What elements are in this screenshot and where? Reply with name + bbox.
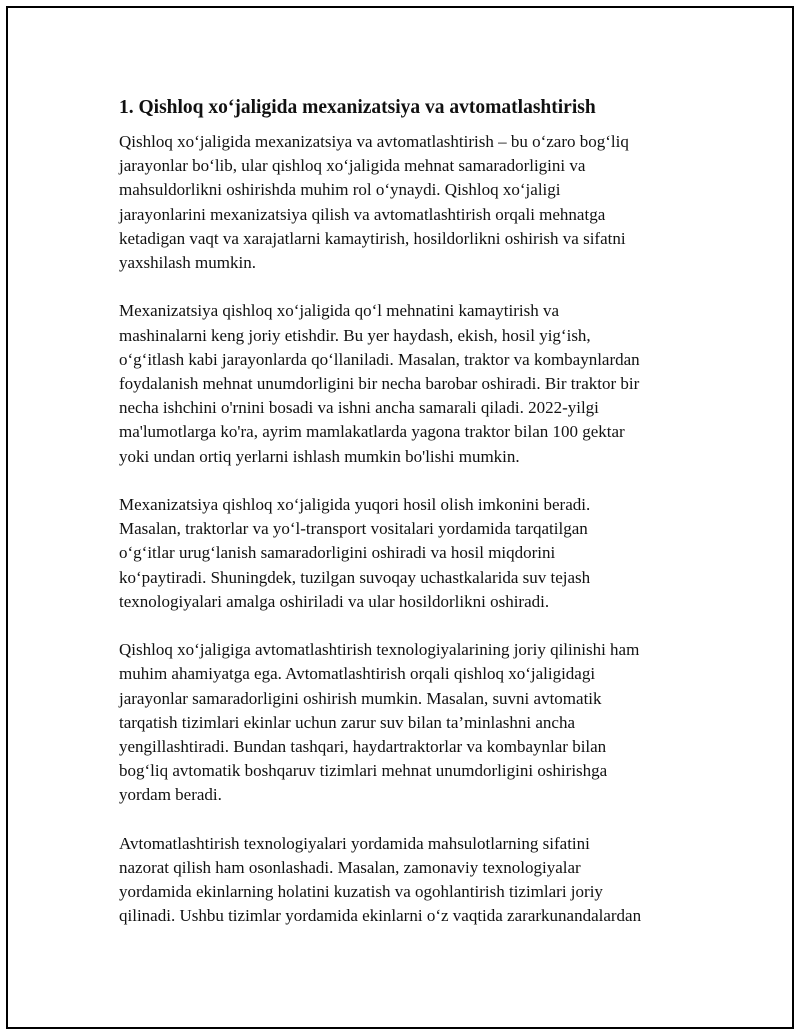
paragraph-container [119, 130, 699, 929]
paragraph-line: o‘g‘itlash kabi jarayonlarda qo‘llaniladi. Masalan, traktor va kombaynlardan [119, 349, 640, 369]
paragraph-line: ko‘paytiradi. Shuningdek, tuzilgan suvoqay uchastkalarida suv tejash [119, 567, 591, 587]
paragraph-line: ketadigan vaqt va xarajatlarni kamaytirish, hosildorlikni oshirish va sifatni [119, 228, 626, 248]
paragraph-line: mahsuldorlikni oshirishda muhim rol o‘ynaydi. Qishloq xo‘jaligi [119, 180, 561, 200]
paragraph-line: yordamida ekinlarning holatini kuzatish va ogohlantirish tizimlari joriy [119, 882, 603, 902]
body-paragraph [119, 493, 699, 614]
document-body [119, 96, 699, 953]
paragraph-line: Qishloq xo‘jaligiga avtomatlashtirish texnologiyalarining joriy qilinishi ham [119, 640, 640, 660]
paragraph-line: Avtomatlashtirish texnologiyalari yordamida mahsulotlarning sifatini [119, 833, 590, 853]
paragraph-line: yordam beradi. [119, 785, 222, 805]
paragraph-line: texnologiyalari amalga oshiriladi va ular hosildorlikni oshiradi. [119, 591, 550, 611]
paragraph-line: Mexanizatsiya qishloq xo‘jaligida yuqori hosil olish imkonini beradi. [119, 495, 591, 515]
paragraph-line: jarayonlar samaradorligini oshirish mumkin. Masalan, suvni avtomatik [119, 688, 602, 708]
paragraph-line: foydalanish mehnat unumdorligini bir necha barobar oshiradi. Bir traktor bir [119, 374, 640, 394]
paragraph-line: ma'lumotlarga ko'ra, ayrim mamlakatlarda yagona traktor bilan 100 gektar [119, 422, 625, 442]
paragraph-line: muhim ahamiyatga ega. Avtomatlashtirish orqali qishloq xo‘jaligidagi [119, 664, 596, 684]
paragraph-line: tarqatish tizimlari ekinlar uchun zarur suv bilan ta’minlashni ancha [119, 712, 576, 732]
paragraph-line: necha ishchini o'rnini bosadi va ishni ancha samarali qiladi. 2022-yilgi [119, 398, 599, 418]
paragraph-line: nazorat qilish ham osonlashadi. Masalan, zamonaviy texnologiyalar [119, 858, 581, 878]
body-paragraph [119, 638, 699, 807]
page-frame [6, 6, 794, 1029]
body-paragraph [119, 832, 699, 929]
section-heading: 1. Qishloq xo‘jaligida mexanizatsiya va avtomatlashtirish [119, 97, 596, 118]
paragraph-line: bog‘liq avtomatik boshqaruv tizimlari mehnat unumdorligini oshirishga [119, 761, 608, 781]
paragraph-line: Mexanizatsiya qishloq xo‘jaligida qo‘l mehnatini kamaytirish va [119, 301, 560, 321]
paragraph-line: mashinalarni keng joriy etishdir. Bu yer haydash, ekish, hosil yig‘ish, [119, 325, 591, 345]
paragraph-line: o‘g‘itlar urug‘lanish samaradorligini oshiradi va hosil miqdorini [119, 543, 556, 563]
body-paragraph [119, 130, 699, 275]
paragraph-line: yengillashtiradi. Bundan tashqari, haydartraktorlar va kombaynlar bilan [119, 737, 607, 757]
body-paragraph [119, 299, 699, 468]
paragraph-line: yoki undan ortiq yerlarni ishlash mumkin bo'lishi mumkin. [119, 446, 520, 466]
paragraph-line: yaxshilash mumkin. [119, 253, 256, 273]
paragraph-line: jarayonlar bo‘lib, ular qishloq xo‘jaligida mehnat samaradorligini va [119, 156, 586, 176]
paragraph-line: Masalan, traktorlar va yo‘l-transport vositalari yordamida tarqatilgan [119, 519, 588, 539]
paragraph-line: jarayonlarini mexanizatsiya qilish va avtomatlashtirish orqali mehnatga [119, 204, 606, 224]
paragraph-line: Qishloq xo‘jaligida mexanizatsiya va avtomatlashtirish – bu o‘zaro bog‘liq [119, 132, 629, 151]
paragraph-line: qilinadi. Ushbu tizimlar yordamida ekinlarni o‘z vaqtida zararkunandalardan [119, 906, 642, 926]
